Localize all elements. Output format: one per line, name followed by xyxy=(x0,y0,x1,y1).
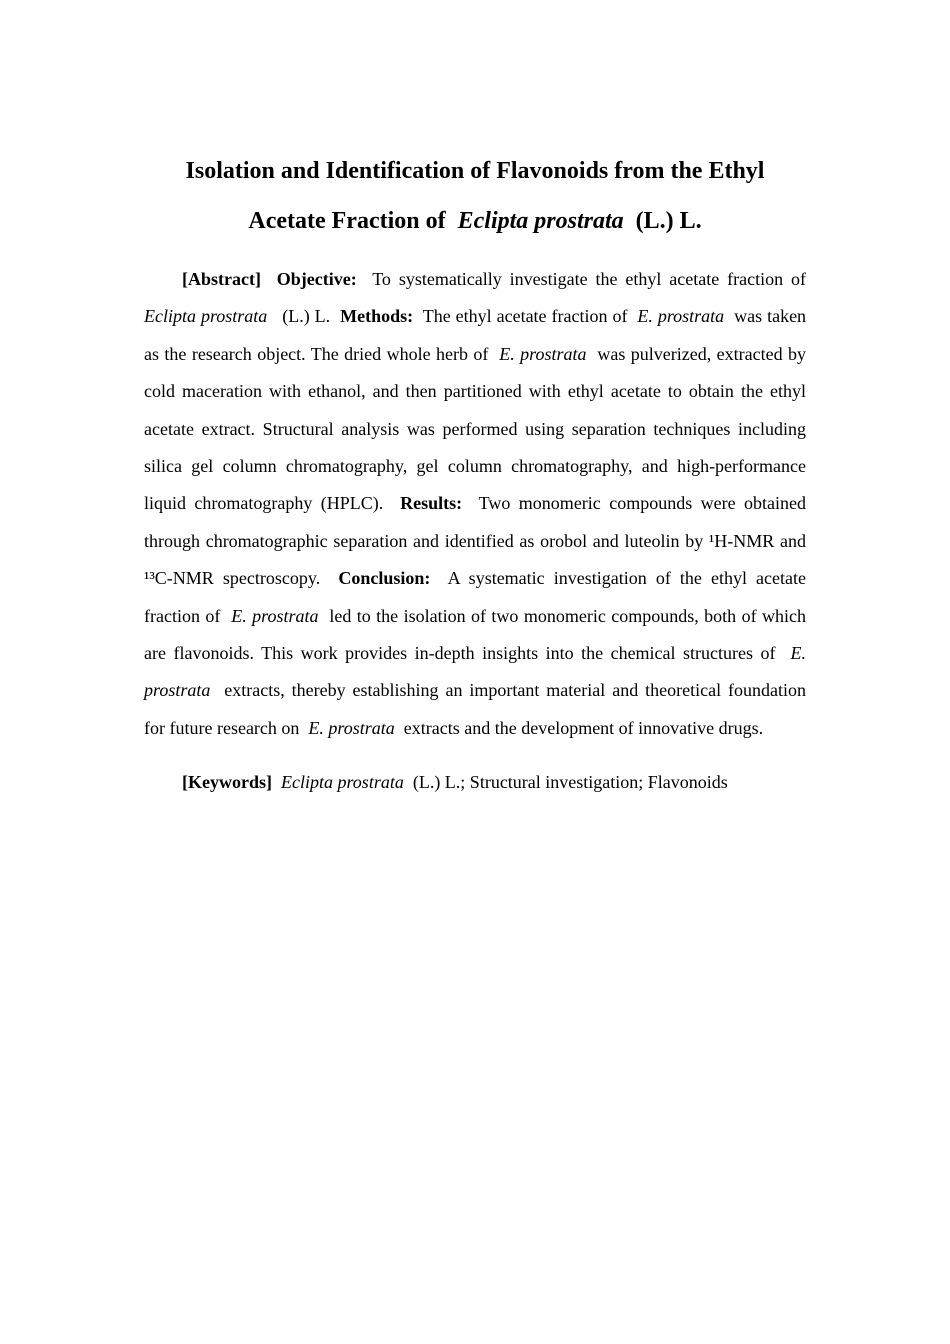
methods-text: was taken as the research object. The dried whole herb of xyxy=(144,306,807,364)
abstract-paragraph xyxy=(144,261,806,747)
objective-text: To systematically investigate the ethyl acetate fraction of xyxy=(372,269,806,289)
results-text: Two monomeric compounds were obtained through chromatographic separation and identified as orobol and luteolin by ¹H-NMR and ¹³C-NMR spectroscopy. xyxy=(144,493,806,589)
results-label: Results: xyxy=(400,493,463,514)
title-line-2 xyxy=(144,196,806,246)
methods-text: The ethyl acetate fraction of xyxy=(422,306,628,327)
objective-label: Objective: xyxy=(276,269,357,289)
species-name: Eclipta prostrata xyxy=(144,306,268,327)
title-suffix: (L.) L. xyxy=(635,208,702,234)
species-name: E. prostrata xyxy=(144,643,807,701)
species-name: E. prostrata xyxy=(231,605,319,626)
keywords-paragraph xyxy=(144,764,806,801)
species-name: E. prostrata xyxy=(499,343,587,364)
conclusion-text: led to the isolation of two monomeric compounds, both of which are flavonoids. This work provides in-depth insights into the chemical structures of xyxy=(144,605,806,664)
keywords-label: [Keywords] xyxy=(182,772,272,793)
conclusion-text: A systematic investigation of the ethyl acetate fraction of xyxy=(144,568,807,626)
conclusion-label: Conclusion: xyxy=(338,568,431,589)
species-name: E. prostrata xyxy=(308,717,395,738)
paper-title xyxy=(144,146,806,246)
methods-text: was pulverized, extracted by cold maceration with ethanol, and then partitioned with ethyl acetate to obtain the ethyl acetate extract. Structural analysis was performed using separation techniques including silica gel column chromatography, gel column chromatography, and high-performance liquid chromatography (HPLC). xyxy=(144,343,807,514)
keywords-text: (L.) L.; Structural investigation; Flavonoids xyxy=(412,772,728,793)
objective-text: (L.) L. xyxy=(282,306,331,327)
keywords-species: Eclipta prostrata xyxy=(280,772,404,793)
species-name: E. prostrata xyxy=(637,306,725,327)
title-species: Eclipta prostrata xyxy=(457,208,624,234)
methods-label: Methods: xyxy=(340,306,414,327)
title-line-1: Isolation and Identification of Flavonoids from the Ethyl xyxy=(185,158,765,184)
conclusion-text: extracts and the development of innovative drugs. xyxy=(403,717,764,738)
paper-page xyxy=(144,146,806,820)
conclusion-text: extracts, thereby establishing an important material and theoretical foundation for future research on xyxy=(144,680,807,738)
title-prefix: Acetate Fraction of xyxy=(248,208,446,234)
abstract-label: [Abstract] xyxy=(182,269,261,289)
